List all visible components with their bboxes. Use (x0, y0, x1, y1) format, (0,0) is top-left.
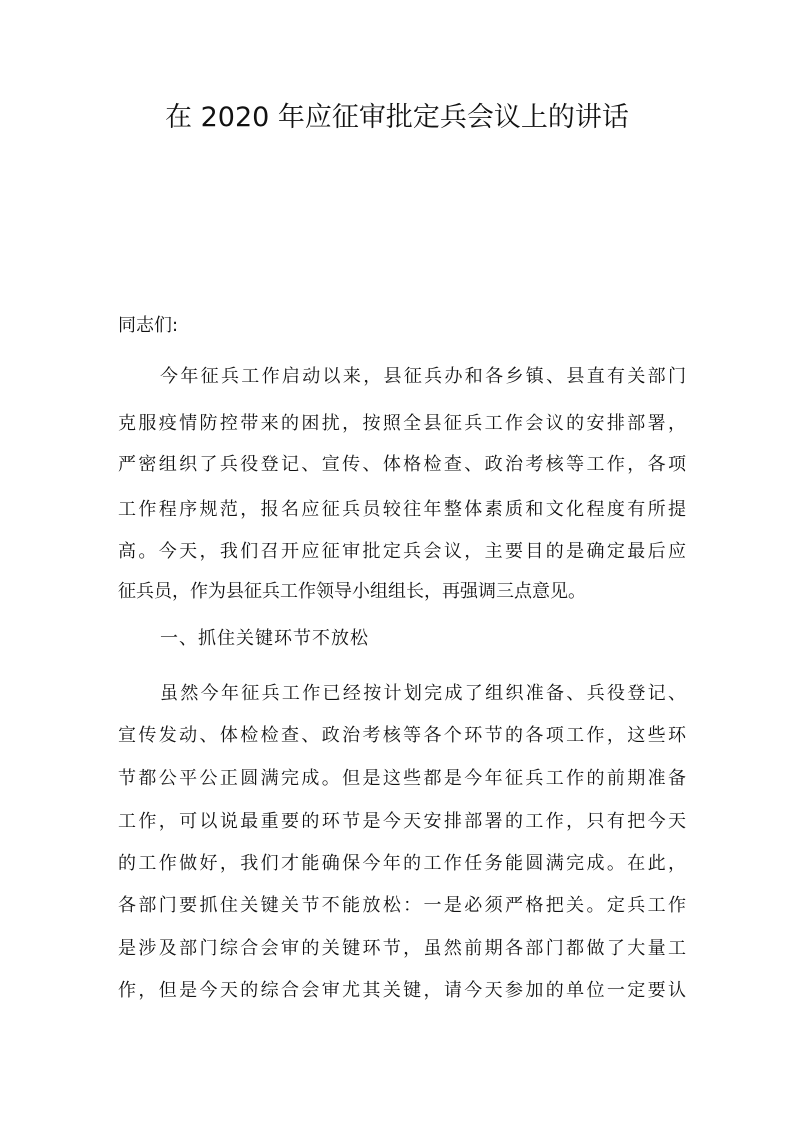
paragraph-2-line-5: 的工作做好，我们才能确保今年的工作任务能圆满完成。在此， (118, 853, 686, 874)
paragraph-2-line-6: 各部门要抓住关键关节不能放松：一是必须严格把关。定兵工作 (118, 895, 686, 916)
paragraph-2-line-8: 作，但是今天的综合会审尤其关键，请今天参加的单位一定要认 (118, 980, 686, 1001)
paragraph-2-line-7: 是涉及部门综合会审的关键环节，虽然前期各部门都做了大量工 (118, 938, 686, 959)
paragraph-1-line-6: 征兵员，作为县征兵工作领导小组组长，再强调三点意见。 (118, 581, 586, 602)
document-title: 在 2020 年应征审批定兵会议上的讲话 (165, 102, 629, 133)
paragraph-1-line-4: 工作程序规范，报名应征兵员较往年整体素质和文化程度有所提 (118, 499, 686, 520)
paragraph-2-line-2: 宣传发动、体检检查、政治考核等各个环节的各项工作，这些环 (118, 725, 686, 746)
paragraph-1-line-5: 高。今天，我们召开应征审批定兵会议，主要目的是确定最后应 (118, 541, 686, 562)
paragraph-2-line-1: 虽然今年征兵工作已经按计划完成了组织准备、兵役登记、 (160, 683, 686, 704)
section-heading-1: 一、抓住关键环节不放松 (160, 628, 369, 649)
salutation: 同志们: (118, 315, 179, 336)
paragraph-1-line-2: 克服疫情防控带来的困扰，按照全县征兵工作会议的安排部署， (118, 413, 686, 434)
paragraph-1-line-3: 严密组织了兵役登记、宣传、体格检查、政治考核等工作，各项 (118, 454, 686, 475)
paragraph-2-line-4: 工作，可以说最重要的环节是今天安排部署的工作，只有把今天 (118, 811, 686, 832)
paragraph-2-line-3: 节都公平公正圆满完成。但是这些都是今年征兵工作的前期准备 (118, 768, 686, 789)
paragraph-1-line-1: 今年征兵工作启动以来，县征兵办和各乡镇、县直有关部门 (160, 366, 686, 387)
